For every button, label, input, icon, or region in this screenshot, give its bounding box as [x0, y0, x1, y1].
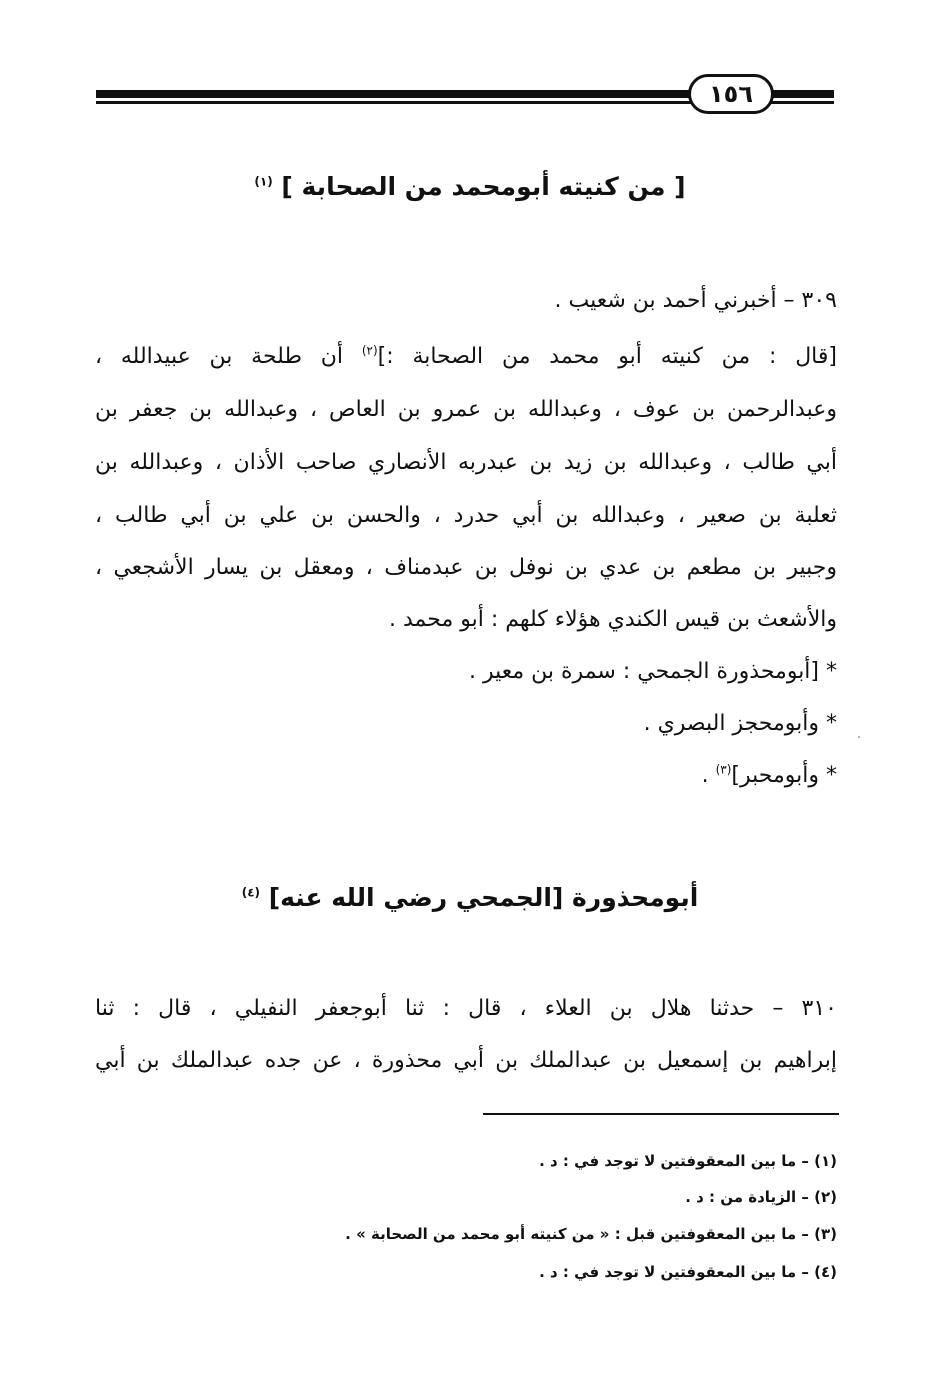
- footnote-ref-2: (٢): [361, 343, 378, 358]
- page-number-badge: [688, 74, 774, 114]
- list-item-text: * [أبومحذورة الجمحي : سمرة بن معير .: [469, 659, 837, 684]
- text-line-309: [95, 284, 837, 318]
- section-heading-abu-muhammad: [150, 172, 790, 201]
- text-line-6: [95, 551, 837, 585]
- line-text: أبي طالب ، وعبدالله بن زيد بن عبدربه الأنصاري صاحب الأذان ، وعبدالله بن: [95, 450, 837, 475]
- line-text: ٣٠٩ – أخبرني أحمد بن شعيب .: [554, 288, 837, 313]
- line-text: ٣١٠ – حدثنا هلال بن العلاء ، قال : ثنا أبوجعفر النفيلي ، قال : ثنا: [95, 996, 837, 1021]
- text-line-310: [95, 992, 837, 1026]
- footnote-4: (٤) – ما بين المعقوفتين لا توجد في : د .: [539, 1263, 837, 1281]
- list-item-abu-mahdhura: [137, 655, 837, 689]
- list-item-text: .: [701, 763, 709, 788]
- text-line-7: [95, 603, 837, 637]
- line-text: والأشعث بن قيس الكندي هؤلاء كلهم : أبو محمد .: [389, 607, 837, 632]
- footnote-2: (٢) – الزيادة من : د .: [685, 1188, 837, 1206]
- page-number: ١٥٦: [709, 80, 753, 108]
- line-text: [قال : من كنيته أبو محمد من الصحابة :]: [377, 344, 837, 369]
- heading-text: [ من كنيته أبومحمد من الصحابة ]: [281, 172, 686, 201]
- footnote-ref-4: (٤): [241, 885, 260, 900]
- text-line-12: [95, 1044, 837, 1078]
- line-text: إبراهيم بن إسمعيل بن عبدالملك بن أبي محذورة ، عن جده عبدالملك بن أبي: [95, 1048, 837, 1073]
- text-line-2: [95, 340, 837, 374]
- line-text: أن طلحة بن عبيدالله ،: [95, 344, 344, 369]
- list-item-text: * وأبومحبر]: [731, 763, 837, 788]
- list-item-abu-mihbar: [137, 759, 837, 793]
- list-item-text: * وأبومحجز البصري .: [643, 711, 837, 736]
- line-text: وجبير بن مطعم بن عدي بن نوفل بن عبدمناف ، ومعقل بن يسار الأشجعي ،: [95, 555, 837, 580]
- text-line-4: [95, 446, 837, 480]
- footnote-ref-1: (١): [254, 174, 273, 189]
- text-line-3: [95, 393, 837, 427]
- footnote-ref-3: (٣): [715, 762, 732, 777]
- footnote-3: (٣) – ما بين المعقوفتين قبل : « من كنيته أبو محمد من الصحابة » .: [345, 1225, 837, 1243]
- scan-speck: [858, 736, 860, 738]
- footnote-separator: [483, 1113, 839, 1115]
- list-item-abu-mijlaz: [137, 707, 837, 741]
- text-line-5: [95, 499, 837, 533]
- footnote-1: (١) – ما بين المعقوفتين لا توجد في : د .: [539, 1152, 837, 1170]
- line-text: ثعلبة بن صعير ، وعبدالله بن أبي حدرد ، والحسن بن علي بن أبي طالب ،: [95, 503, 837, 528]
- line-text: وعبدالرحمن بن عوف ، وعبدالله بن عمرو بن العاص ، وعبدالله بن جعفر بن: [95, 397, 837, 422]
- section-heading-abu-mahdhura: [150, 883, 790, 912]
- heading-text: أبومحذورة [الجمحي رضي الله عنه]: [268, 883, 699, 912]
